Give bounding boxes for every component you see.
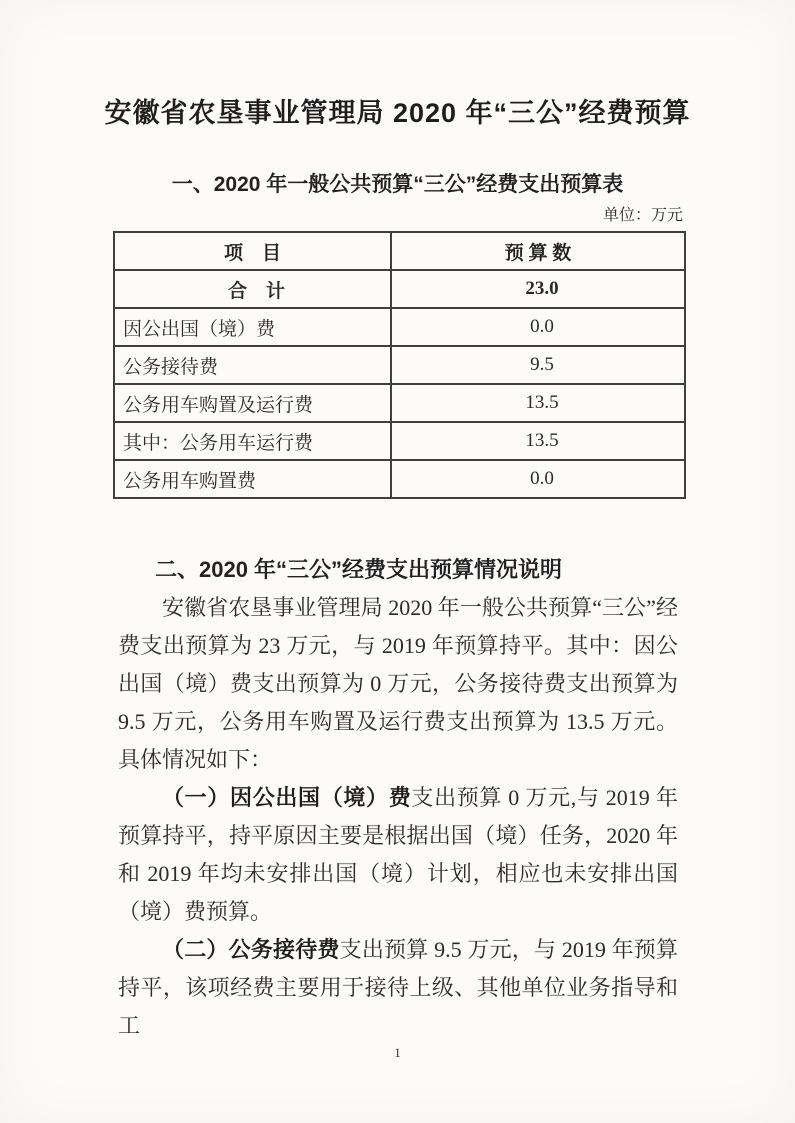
table-row xyxy=(114,384,685,422)
row-value: 0.0 xyxy=(391,460,685,498)
paragraph-reception-expense xyxy=(118,931,678,1045)
table-row xyxy=(114,460,685,498)
column-header-budget: 预 算 数 xyxy=(391,232,685,270)
unit-label: 单位：万元 xyxy=(602,207,683,224)
row-label: 其中：公务用车运行费 xyxy=(114,422,391,460)
table-row xyxy=(114,308,685,346)
row-value: 9.5 xyxy=(391,346,685,384)
row-value: 13.5 xyxy=(391,422,685,460)
page-title: 安徽省农垦事业管理局 2020 年“三公”经费预算 xyxy=(104,98,691,128)
paragraph-text: 支出预算 9.5 万元，与 2019 年预算持平，该项经费主要用于接待上级、其他单位业务指导和工 xyxy=(118,937,678,1038)
paragraph-text: 支出预算 0 万元,与 2019 年预算持平，持平原因主要是根据出国（境）任务，2020 年和 2019 年均未安排出国（境）计划，相应也未安排出国（境）费预算。 xyxy=(118,785,678,924)
page-number: 1 xyxy=(394,1045,401,1060)
row-value: 13.5 xyxy=(391,384,685,422)
row-label: 因公出国（境）费 xyxy=(114,308,391,346)
table-row xyxy=(114,422,685,460)
row-label: 公务用车购置费 xyxy=(114,460,391,498)
section-2 xyxy=(118,551,678,1045)
paragraph-lead: （二）公务接待费 xyxy=(162,937,340,962)
column-header-item: 项 目 xyxy=(114,232,391,270)
paragraph-overview xyxy=(118,589,678,779)
budget-table xyxy=(113,231,686,499)
section-2-heading: 二、2020 年“三公”经费支出预算情况说明 xyxy=(155,557,563,582)
section-1-heading: 一、2020 年一般公共预算“三公”经费支出预算表 xyxy=(171,173,624,196)
row-label: 公务用车购置及运行费 xyxy=(114,384,391,422)
table-header-row xyxy=(114,232,685,270)
table-row xyxy=(114,346,685,384)
paragraph-text: 安徽省农垦事业管理局 2020 年一般公共预算“三公”经费支出预算为 23 万元，与 2019 年预算持平。其中：因公出国（境）费支出预算为 0 万元，公务接待费支出预算为 9.5 万元，公务用车购置及运行费支出预算为 13.5 万元。具体情况如下： xyxy=(118,595,678,772)
paragraph-abroad-expense xyxy=(118,779,678,931)
row-value: 23.0 xyxy=(391,270,685,308)
paragraph-lead: （一）因公出国（境）费 xyxy=(162,785,412,810)
table-row xyxy=(114,270,685,308)
row-label: 公务接待费 xyxy=(114,346,391,384)
row-value: 0.0 xyxy=(391,308,685,346)
row-label: 合 计 xyxy=(114,270,391,308)
